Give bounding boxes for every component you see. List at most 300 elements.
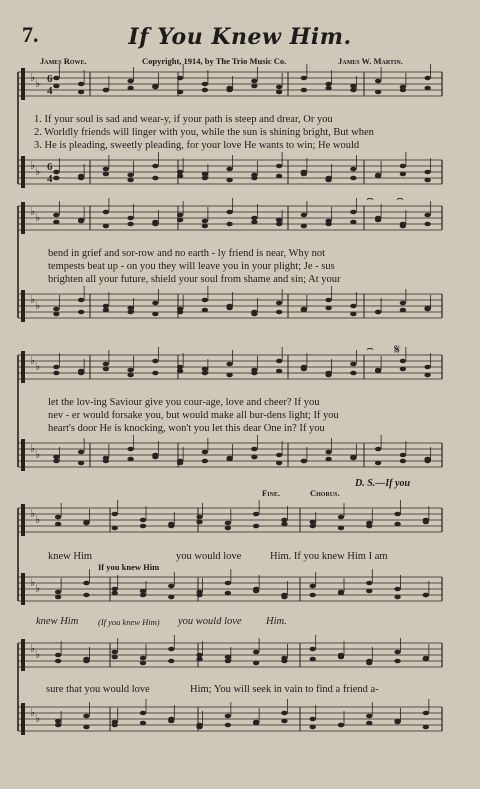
note-head — [202, 308, 208, 313]
note-head — [152, 359, 158, 364]
note-head — [177, 213, 183, 218]
note-head — [53, 459, 59, 464]
note-head — [55, 515, 61, 520]
note-head — [127, 178, 133, 183]
note-head — [202, 219, 208, 224]
note-head — [281, 595, 287, 600]
note-head — [140, 711, 146, 716]
note-head — [366, 661, 372, 666]
note-head — [78, 450, 84, 455]
note-head — [366, 721, 372, 726]
note-head — [310, 520, 316, 525]
note-head — [78, 90, 84, 95]
note-head — [281, 518, 287, 523]
note-head — [168, 595, 174, 600]
note-head — [366, 714, 372, 719]
note-head — [177, 218, 183, 223]
note-head — [310, 657, 316, 662]
note-head — [251, 455, 257, 460]
note-head — [202, 172, 208, 177]
note-head — [400, 367, 406, 372]
note-head — [276, 85, 282, 90]
note-head — [325, 222, 331, 227]
note-head — [226, 362, 232, 367]
note-head — [325, 373, 331, 378]
note-head — [225, 521, 231, 526]
note-head — [177, 174, 183, 179]
note-head — [196, 593, 202, 598]
note-head — [301, 213, 307, 218]
flat-sign: ♭ — [30, 706, 36, 719]
note-head — [310, 593, 316, 598]
note-head — [55, 659, 61, 664]
note-head — [338, 526, 344, 531]
time-signature: 4 — [47, 173, 53, 185]
note-head — [103, 308, 109, 313]
note-head — [53, 76, 59, 81]
note-head — [127, 173, 133, 178]
note-head — [168, 719, 174, 724]
note-head — [177, 461, 183, 466]
composer-credit: James W. Martin. — [338, 56, 403, 66]
note-head — [301, 224, 307, 229]
note-head — [350, 304, 356, 309]
note-head — [103, 459, 109, 464]
segno-sign: 𝄋 — [394, 343, 401, 358]
note-head — [196, 515, 202, 520]
note-head — [202, 224, 208, 229]
note-head — [310, 647, 316, 652]
note-head — [225, 526, 231, 531]
note-head — [424, 178, 430, 183]
note-head — [366, 589, 372, 594]
clef-mark — [21, 290, 25, 322]
note-head — [202, 450, 208, 455]
note-head — [78, 461, 84, 466]
note-head — [423, 593, 429, 598]
note-head — [226, 178, 232, 183]
note-head — [424, 365, 430, 370]
note-head — [202, 82, 208, 87]
note-head — [423, 725, 429, 730]
note-head — [196, 520, 202, 525]
note-head — [140, 524, 146, 529]
lyricist-credit: James Rowe. — [40, 56, 87, 66]
note-head — [325, 457, 331, 462]
clef-mark — [21, 156, 25, 188]
note-head — [103, 172, 109, 177]
note-head — [394, 659, 400, 664]
note-head — [152, 84, 158, 89]
note-head — [226, 457, 232, 462]
note-head — [55, 719, 61, 724]
note-head — [168, 647, 174, 652]
hymn-number: 7. — [22, 22, 39, 47]
note-head — [168, 584, 174, 589]
note-head — [375, 79, 381, 84]
note-head — [127, 86, 133, 91]
note-head — [225, 723, 231, 728]
note-head — [127, 373, 133, 378]
flat-sign: ♭ — [30, 442, 36, 455]
note-head — [127, 79, 133, 84]
note-head — [140, 721, 146, 726]
note-head — [375, 461, 381, 466]
note-head — [366, 581, 372, 586]
note-head — [253, 512, 259, 517]
note-head — [127, 457, 133, 462]
note-head — [325, 86, 331, 91]
clef-mark — [21, 439, 25, 471]
note-head — [152, 312, 158, 317]
note-head — [276, 461, 282, 466]
note-head — [53, 170, 59, 175]
note-head — [140, 661, 146, 666]
note-head — [325, 82, 331, 87]
note-head — [53, 365, 59, 370]
flat-sign: ♭ — [30, 576, 36, 589]
note-head — [301, 308, 307, 313]
clef-mark — [21, 639, 25, 671]
note-head — [53, 213, 59, 218]
note-head — [375, 369, 381, 374]
note-head — [350, 455, 356, 460]
note-head — [55, 595, 61, 600]
note-head — [276, 222, 282, 227]
note-head — [338, 655, 344, 660]
note-head — [78, 310, 84, 315]
note-head — [225, 581, 231, 586]
note-head — [112, 655, 118, 660]
note-head — [152, 371, 158, 376]
note-head — [226, 373, 232, 378]
flat-sign: ♭ — [35, 360, 41, 373]
copyright-notice: Copyright, 1914, by The Trio Music Co. — [142, 56, 287, 66]
note-head — [152, 455, 158, 460]
note-head — [168, 522, 174, 527]
note-head — [423, 711, 429, 716]
note-head — [103, 224, 109, 229]
note-head — [276, 174, 282, 179]
note-head — [152, 176, 158, 181]
flat-sign: ♭ — [30, 293, 36, 306]
note-head — [53, 84, 59, 89]
note-head — [400, 224, 406, 229]
note-head — [301, 88, 307, 93]
note-head — [400, 301, 406, 306]
note-head — [253, 661, 259, 666]
note-head — [424, 213, 430, 218]
note-head — [301, 172, 307, 177]
note-head — [127, 447, 133, 452]
note-head — [202, 176, 208, 181]
note-head — [127, 368, 133, 373]
note-head — [177, 369, 183, 374]
note-head — [53, 455, 59, 460]
note-head — [338, 591, 344, 596]
flat-sign: ♭ — [35, 648, 41, 661]
note-head — [127, 306, 133, 311]
note-head — [400, 164, 406, 169]
note-head — [424, 76, 430, 81]
note-head — [83, 581, 89, 586]
note-head — [196, 725, 202, 730]
note-head — [152, 164, 158, 169]
time-signature: 6 — [47, 161, 53, 173]
note-head — [112, 526, 118, 531]
note-head — [375, 218, 381, 223]
note-head — [325, 306, 331, 311]
note-head — [350, 362, 356, 367]
note-head — [78, 174, 84, 179]
note-head — [276, 369, 282, 374]
flat-sign: ♭ — [35, 299, 41, 312]
note-head — [112, 587, 118, 592]
note-head — [281, 522, 287, 527]
chorus-marking: Chorus. — [310, 488, 340, 498]
note-head — [140, 656, 146, 661]
note-head — [253, 589, 259, 594]
note-head — [202, 298, 208, 303]
hymn-title: If You Knew Him. — [128, 24, 352, 50]
flat-sign: ♭ — [30, 71, 36, 84]
note-head — [112, 650, 118, 655]
note-head — [112, 723, 118, 728]
flat-sign: ♭ — [35, 211, 41, 224]
note-head — [251, 371, 257, 376]
note-head — [112, 512, 118, 517]
note-head — [424, 170, 430, 175]
note-head — [53, 371, 59, 376]
note-head — [112, 591, 118, 596]
note-head — [196, 653, 202, 658]
note-head — [276, 310, 282, 315]
note-head — [276, 90, 282, 95]
note-head — [301, 367, 307, 372]
time-signature: 4 — [47, 85, 53, 97]
note-head — [310, 584, 316, 589]
note-head — [310, 524, 316, 529]
note-head — [375, 447, 381, 452]
note-head — [53, 307, 59, 312]
note-head — [281, 719, 287, 724]
note-head — [177, 310, 183, 315]
note-head — [253, 721, 259, 726]
note-head — [83, 520, 89, 525]
note-head — [127, 222, 133, 227]
note-head — [55, 723, 61, 728]
note-head — [394, 595, 400, 600]
note-head — [202, 367, 208, 372]
note-head — [350, 312, 356, 317]
note-head — [127, 310, 133, 315]
note-head — [55, 653, 61, 658]
note-head — [225, 659, 231, 664]
clef-mark — [21, 573, 25, 605]
note-head — [177, 170, 183, 175]
note-head — [225, 714, 231, 719]
note-head — [168, 659, 174, 664]
note-head — [226, 167, 232, 172]
note-head — [53, 176, 59, 181]
note-head — [140, 589, 146, 594]
note-head — [338, 723, 344, 728]
note-head — [55, 590, 61, 595]
note-head — [103, 304, 109, 309]
note-head — [251, 312, 257, 317]
note-head — [394, 719, 400, 724]
note-head — [400, 172, 406, 177]
note-head — [53, 312, 59, 317]
note-head — [424, 222, 430, 227]
note-head — [350, 220, 356, 225]
note-head — [226, 306, 232, 311]
note-head — [375, 174, 381, 179]
note-head — [177, 90, 183, 95]
note-head — [78, 298, 84, 303]
note-head — [301, 459, 307, 464]
note-head — [276, 218, 282, 223]
note-head — [78, 218, 84, 223]
note-head — [310, 725, 316, 730]
fermata-mark: ⌢ — [366, 191, 374, 205]
note-head — [196, 657, 202, 662]
flat-sign: ♭ — [35, 77, 41, 90]
flat-sign: ♭ — [35, 165, 41, 178]
note-head — [177, 365, 183, 370]
note-head — [325, 450, 331, 455]
note-head — [394, 522, 400, 527]
flat-sign: ♭ — [35, 448, 41, 461]
note-head — [140, 518, 146, 523]
note-head — [276, 359, 282, 364]
time-signature: 6 — [47, 73, 53, 85]
note-head — [424, 457, 430, 462]
note-head — [350, 88, 356, 93]
note-head — [276, 453, 282, 458]
note-head — [177, 76, 183, 81]
note-head — [251, 84, 257, 89]
clef-mark — [21, 351, 25, 383]
note-head — [394, 512, 400, 517]
clef-mark — [21, 68, 25, 100]
note-head — [310, 717, 316, 722]
note-head — [350, 210, 356, 215]
note-head — [400, 359, 406, 364]
note-head — [350, 84, 356, 89]
hymn-page: 7. If You Knew Him. James Rowe. Copyright, 1914, by The Trio Music Co. James W. Martin. ♭ ♭ ♭ ♭ ♭ ♭ ♭ ♭ ♭ ♭ ♭ ♭ ♭ ♭ ♭ ♭ ♭ ♭ ♭ ♭ 6 4 6 4 ⌢ ⌢ ⌢ 𝄋 1. If your soul is sad and wear-y, if your path is steep and drear, Or you 2. Worldly friends will linger with you, while the sun is shining bright, But when 3. He is pleading, sweetly pleading, for your love He wants to win; He would bend in grief and sor-row and no earth - ly friend is near, Why not tempests beat up - on you they will leave you in your plight; Je - sus brighten all your future, shield your soul from shame and sin; At your let the lov-ing Saviour give you cour-age, love and cheer? If you nev - er would forsake you, but would make all bur-dens light; If you heart's door He is knocking, won't you let this dear One in? If you D. S.—If you Fine. Chorus. knew Him you would love Him. If you knew Him I am If you knew Him knew Him (If you knew Him) you would love Him. sure that you would love Him; You will seek in vain to find a friend a- — [0, 0, 480, 789]
note-head — [55, 522, 61, 527]
note-head — [301, 76, 307, 81]
flat-sign: ♭ — [30, 159, 36, 172]
echo-cue: If you knew Him — [98, 562, 160, 572]
note-head — [225, 591, 231, 596]
note-head — [202, 371, 208, 376]
flat-sign: ♭ — [30, 205, 36, 218]
note-head — [251, 216, 257, 221]
note-head — [83, 657, 89, 662]
note-head — [140, 593, 146, 598]
note-head — [366, 524, 372, 529]
note-head — [226, 222, 232, 227]
fermata-mark: ⌢ — [366, 341, 374, 355]
note-head — [253, 650, 259, 655]
note-head — [152, 220, 158, 225]
note-head — [78, 82, 84, 87]
fine-marking: Fine. — [262, 488, 280, 498]
note-head — [202, 459, 208, 464]
flat-sign: ♭ — [35, 513, 41, 526]
note-head — [152, 301, 158, 306]
note-head — [83, 725, 89, 730]
note-head — [394, 587, 400, 592]
note-head — [400, 453, 406, 458]
flat-sign: ♭ — [30, 642, 36, 655]
note-head — [281, 711, 287, 716]
note-head — [83, 714, 89, 719]
note-head — [423, 520, 429, 525]
note-head — [424, 306, 430, 311]
clef-mark — [21, 703, 25, 735]
note-head — [400, 308, 406, 313]
note-head — [423, 657, 429, 662]
note-head — [53, 220, 59, 225]
note-head — [103, 367, 109, 372]
note-head — [375, 90, 381, 95]
note-head — [103, 88, 109, 93]
note-head — [251, 220, 257, 225]
note-head — [350, 176, 356, 181]
note-head — [103, 167, 109, 172]
note-head — [83, 593, 89, 598]
note-head — [226, 86, 232, 91]
note-head — [424, 373, 430, 378]
note-head — [400, 459, 406, 464]
note-head — [375, 310, 381, 315]
note-head — [253, 524, 259, 529]
note-head — [226, 210, 232, 215]
note-head — [276, 164, 282, 169]
note-head — [424, 86, 430, 91]
note-head — [202, 88, 208, 93]
note-head — [251, 79, 257, 84]
clef-mark — [21, 202, 25, 234]
note-head — [251, 176, 257, 181]
note-head — [225, 655, 231, 660]
flat-sign: ♭ — [35, 712, 41, 725]
flat-sign: ♭ — [30, 507, 36, 520]
note-head — [400, 88, 406, 93]
note-head — [276, 301, 282, 306]
note-head — [251, 447, 257, 452]
fermata-mark: ⌢ — [396, 191, 404, 205]
flat-sign: ♭ — [30, 354, 36, 367]
note-head — [78, 369, 84, 374]
note-head — [325, 298, 331, 303]
note-head — [350, 167, 356, 172]
flat-sign: ♭ — [35, 582, 41, 595]
note-head — [281, 659, 287, 664]
note-head — [325, 178, 331, 183]
clef-mark — [21, 504, 25, 536]
note-head — [127, 216, 133, 221]
note-head — [394, 650, 400, 655]
note-head — [103, 210, 109, 215]
note-head — [350, 371, 356, 376]
note-head — [103, 362, 109, 367]
note-head — [338, 515, 344, 520]
da-segno-marking: D. S.—If you — [355, 478, 411, 489]
